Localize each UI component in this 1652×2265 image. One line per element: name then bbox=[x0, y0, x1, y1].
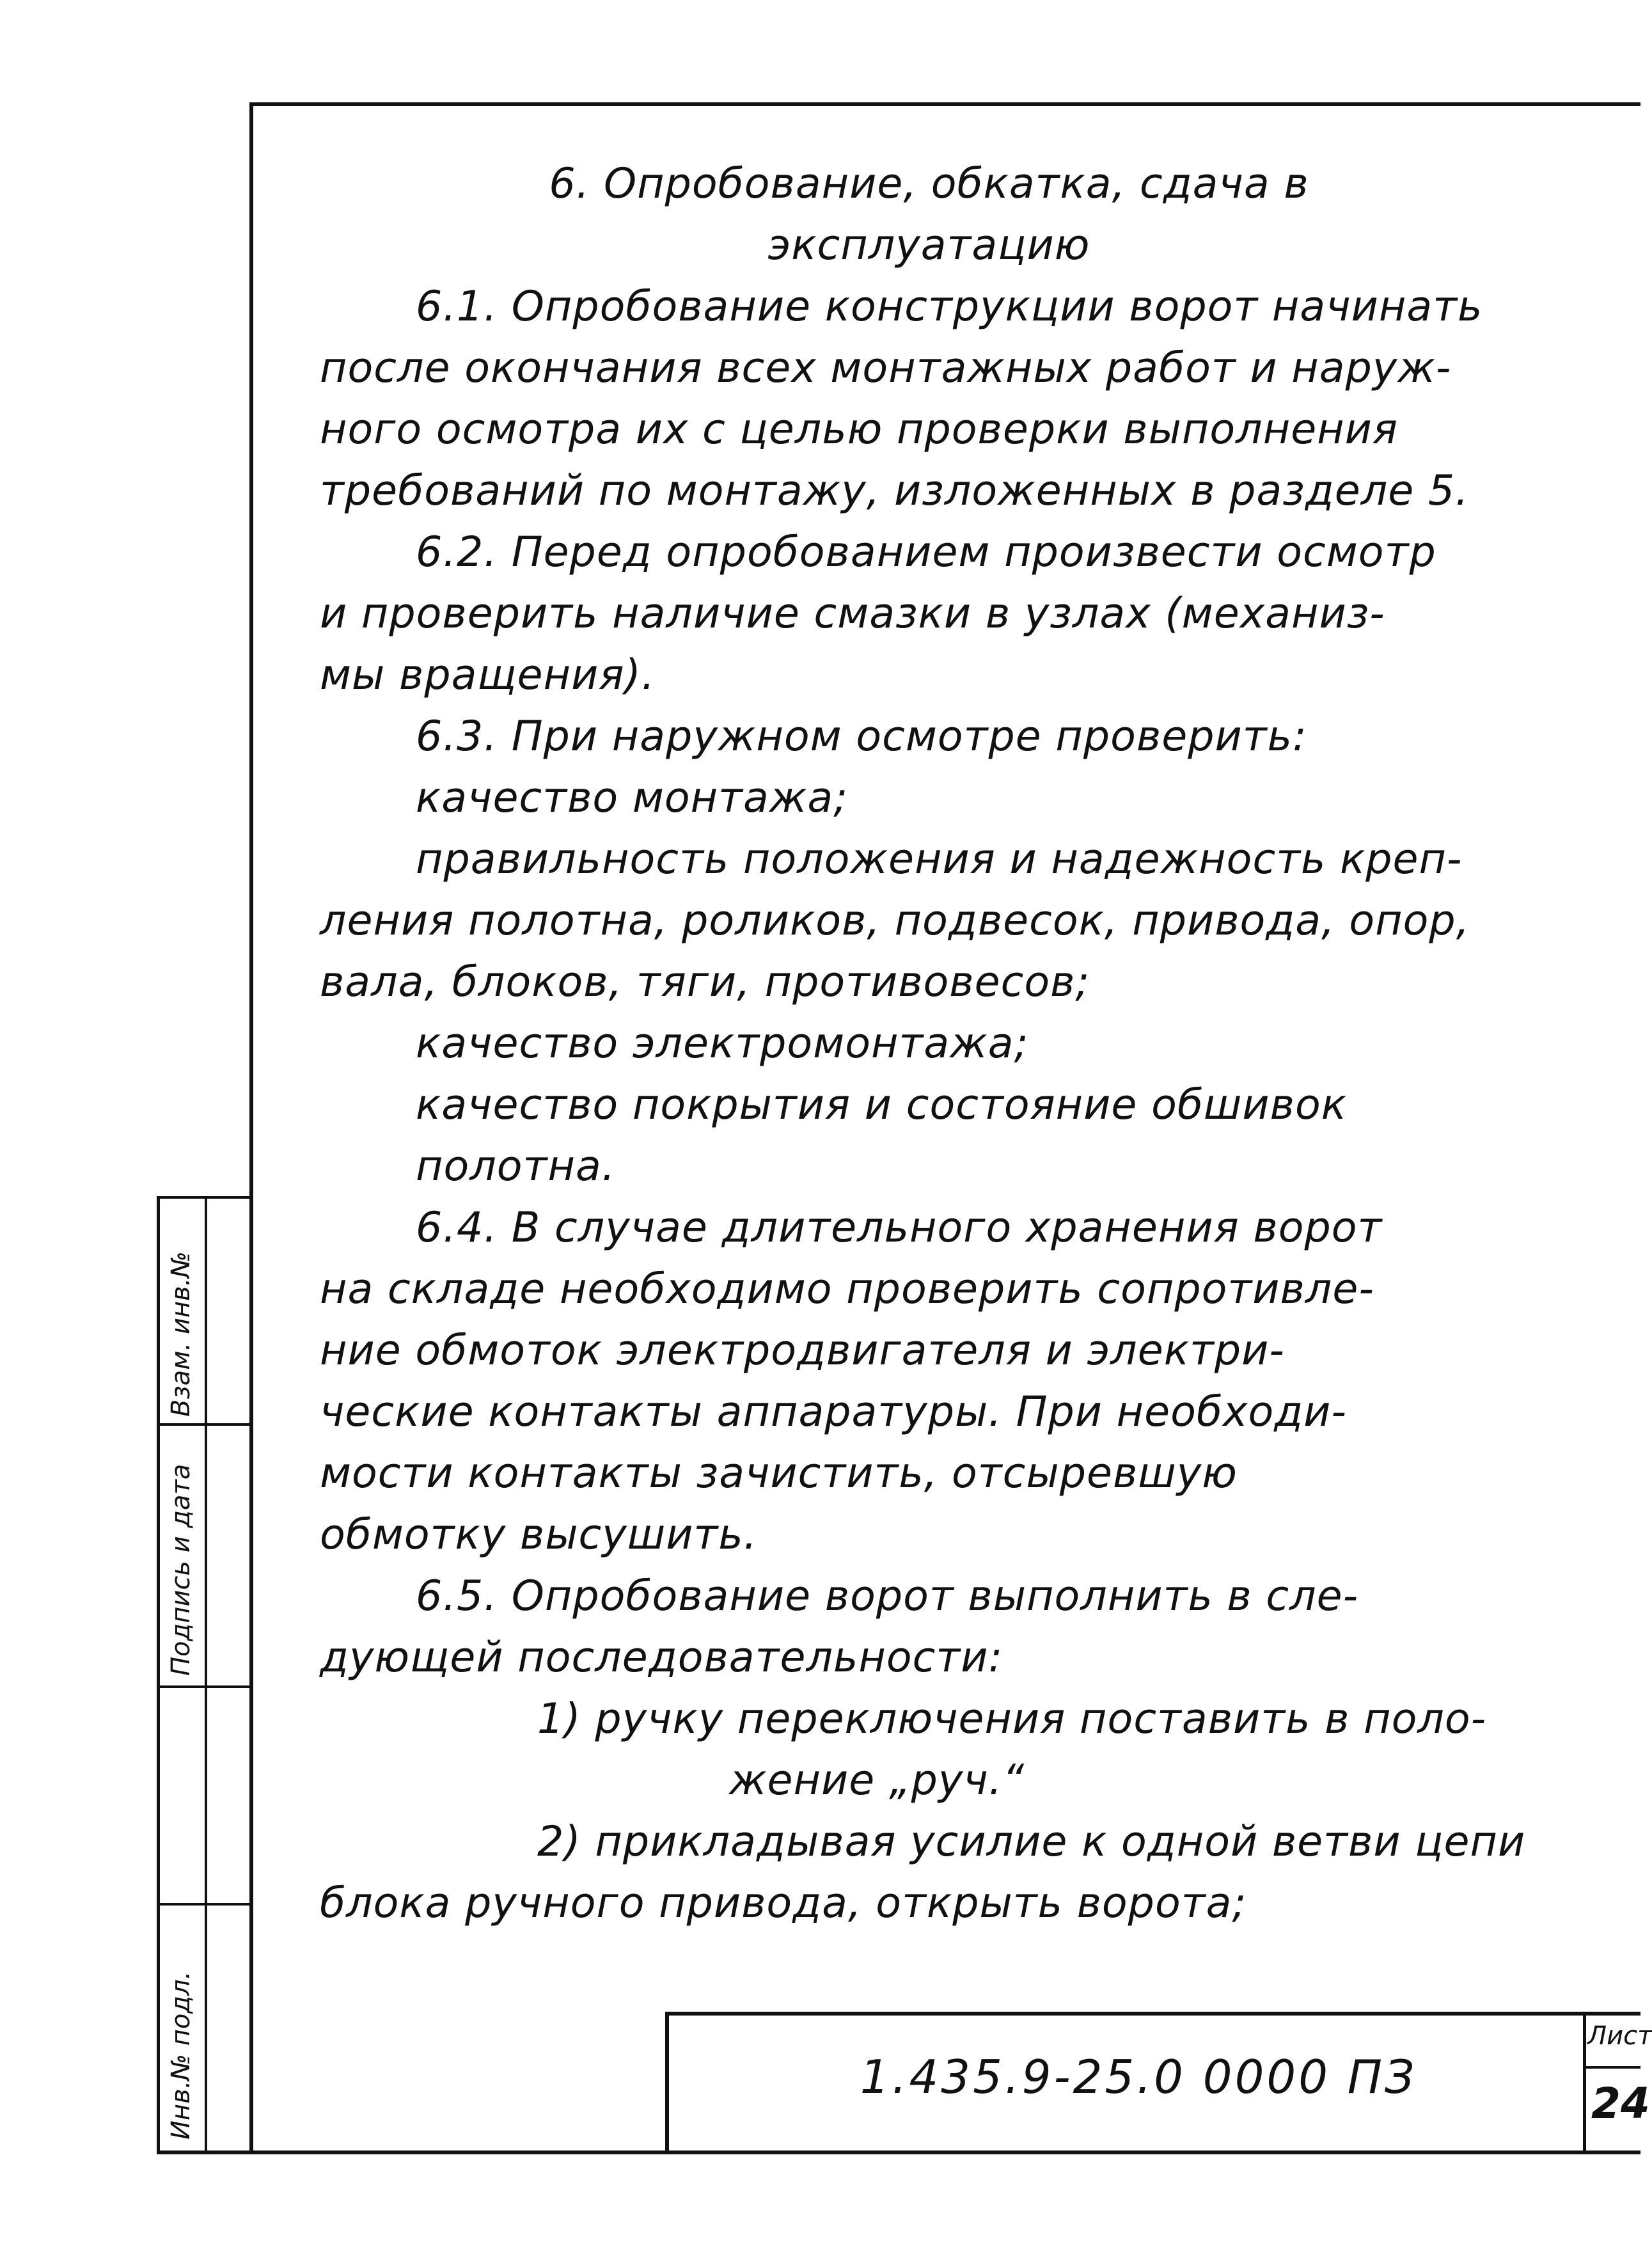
paragraph-6-5 bbox=[320, 1566, 1640, 1934]
title-block-sheet-row-line bbox=[1583, 2066, 1640, 2069]
section-title-line: 6. Опробование, обкатка, сдача в bbox=[549, 160, 1309, 208]
paragraph-line: дующей последовательности: bbox=[320, 1634, 1003, 1682]
paragraph-line: ние обмоток электродвигателя и электри- bbox=[320, 1327, 1285, 1375]
section-title bbox=[320, 154, 1640, 276]
paragraph-6-4 bbox=[320, 1197, 1640, 1566]
sheet-number: 24 bbox=[1591, 2079, 1650, 2128]
document-body bbox=[320, 154, 1640, 1934]
paragraph-line: качество монтажа; bbox=[416, 774, 849, 822]
list-item-2: 2) прикладывая усилие к одной ветви цепи bbox=[537, 1818, 1526, 1866]
paragraph-line: 6.5. Опробование ворот выполнить в сле- bbox=[416, 1572, 1359, 1620]
paragraph-line: ления полотна, роликов, подвесок, привода, опор, bbox=[320, 897, 1470, 945]
stamp-vzam-inv: Взам. инв.№ bbox=[166, 1251, 196, 1417]
paragraph-line: требований по монтажу, изложенных в разделе 5. bbox=[320, 467, 1469, 515]
stamp-strip-row-line bbox=[157, 1423, 253, 1426]
stamp-strip-divider bbox=[205, 1196, 207, 2152]
paragraph-line: вала, блоков, тяги, противовесов; bbox=[320, 958, 1090, 1006]
stamp-podpis-data: Подпись и дата bbox=[166, 1464, 196, 1676]
paragraph-line: обмотку высушить. bbox=[320, 1511, 758, 1559]
paragraph-6-1 bbox=[320, 276, 1640, 522]
paragraph-line: качество электромонтажа; bbox=[416, 1020, 1029, 1068]
paragraph-line: мости контакты зачистить, отсыревшую bbox=[320, 1449, 1238, 1497]
section-title-line: эксплуатацию bbox=[767, 221, 1090, 269]
stamp-strip-row-line bbox=[157, 1196, 253, 1199]
title-block-left-border bbox=[665, 2012, 669, 2152]
paragraph-6-3 bbox=[320, 706, 1640, 1197]
list-item-1-continuation: жение „руч.“ bbox=[729, 1756, 1025, 1804]
document-code: 1.435.9-25.0 0000 ПЗ bbox=[860, 2050, 1417, 2104]
stamp-inv-podl: Инв.№ подл. bbox=[166, 1971, 196, 2140]
stamp-strip-left-border bbox=[157, 1196, 160, 2152]
sheet-label: Лист bbox=[1587, 2021, 1652, 2051]
paragraph-line: полотна. bbox=[416, 1142, 616, 1190]
paragraph-line: ческие контакты аппаратуры. При необходи- bbox=[320, 1388, 1347, 1436]
title-block-sheet-divider bbox=[1583, 2012, 1586, 2152]
paragraph-line: правильность положения и надежность креп- bbox=[416, 835, 1463, 883]
list-item-2-continuation: блока ручного привода, открыть ворота; bbox=[320, 1879, 1247, 1927]
title-block-top-border bbox=[665, 2012, 1640, 2016]
list-item-1: 1) ручку переключения поставить в поло- bbox=[537, 1695, 1487, 1743]
stamp-strip-row-line bbox=[157, 1685, 253, 1688]
paragraph-line: 6.3. При наружном осмотре проверить: bbox=[416, 713, 1307, 761]
frame-left-border bbox=[249, 102, 253, 2152]
paragraph-line: 6.4. В случае длительного хранения ворот bbox=[416, 1204, 1383, 1252]
paragraph-line: после окончания всех монтажных работ и наруж- bbox=[320, 344, 1452, 392]
frame-top-border bbox=[249, 102, 1640, 106]
paragraph-line: мы вращения). bbox=[320, 651, 656, 699]
paragraph-6-2 bbox=[320, 522, 1640, 706]
stamp-strip-row-line bbox=[157, 1903, 253, 1906]
paragraph-line: и проверить наличие смазки в узлах (механиз- bbox=[320, 590, 1385, 638]
frame-bottom-border bbox=[157, 2151, 1640, 2154]
paragraph-line: качество покрытия и состояние обшивок bbox=[416, 1081, 1347, 1129]
paragraph-line: ного осмотра их с целью проверки выполнения bbox=[320, 406, 1399, 454]
paragraph-line: 6.1. Опробование конструкции ворот начинать bbox=[416, 283, 1483, 331]
paragraph-line: на складе необходимо проверить сопротивле- bbox=[320, 1265, 1374, 1313]
paragraph-line: 6.2. Перед опробованием произвести осмотр bbox=[416, 528, 1436, 576]
